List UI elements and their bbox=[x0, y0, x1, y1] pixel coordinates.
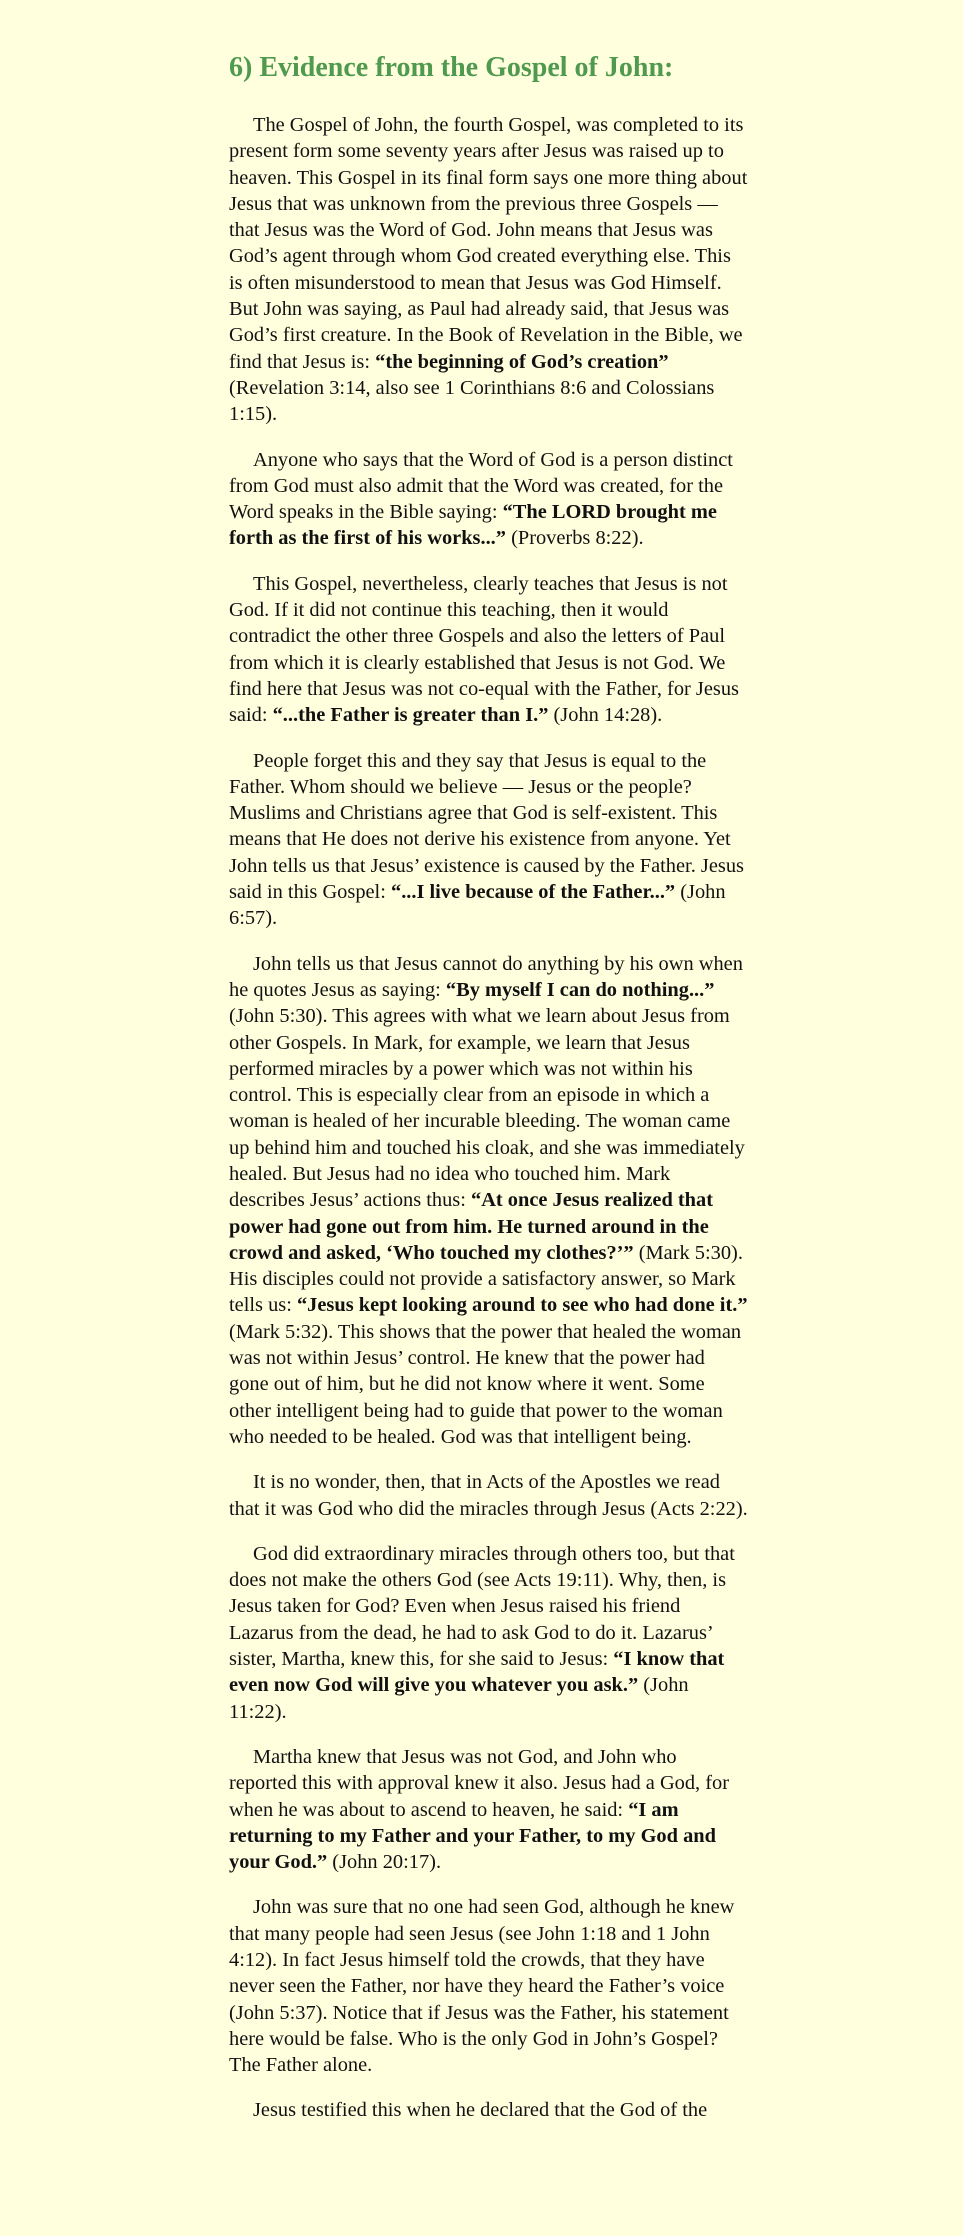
paragraph-8 bbox=[229, 1744, 749, 1875]
paragraph-9 bbox=[229, 1894, 749, 2078]
bible-quote: “By myself I can do nothing...” bbox=[445, 978, 715, 1001]
paragraph-text: (John 11:22). bbox=[229, 1674, 689, 1723]
paragraph-3 bbox=[229, 571, 749, 729]
paragraph-text: John was sure that no one had seen God, although he knew that many people had seen Jesus (see John 1:18 and 1 John 4:12). In fact Jesus himself told the crowds, that they have never seen the Father, nor have they heard the Father’s voice (John 5:37). Notice that if Jesus was the Father, his statement here would be false. Who is the only God in John’s Gospel? The Father alone. bbox=[229, 1896, 735, 2077]
paragraph-1 bbox=[229, 112, 749, 428]
bible-quote: “I know that even now God will give you whatever you ask.” bbox=[229, 1648, 725, 1697]
article-body bbox=[229, 112, 749, 2124]
bible-quote: “I am returning to my Father and your Father, to my God and your God.” bbox=[229, 1798, 716, 1874]
paragraph-7 bbox=[229, 1541, 749, 1725]
paragraph-text: (John 20:17). bbox=[327, 1851, 442, 1874]
paragraph-5 bbox=[229, 951, 749, 1451]
paragraph-text: This Gospel, nevertheless, clearly teaches that Jesus is not God. If it did not continue this teaching, then it would contradict the other three Gospels and also the letters of Paul from which it is clearly established that Jesus is not God. We find here that Jesus was not co-equal with the Father, for Jesus said: bbox=[229, 572, 739, 727]
bible-quote: “The LORD brought me forth as the first of his works...” bbox=[229, 501, 717, 550]
section-heading: 6) Evidence from the Gospel of John: bbox=[229, 52, 674, 83]
paragraph-text: (Proverbs 8:22). bbox=[505, 527, 644, 550]
bible-quote: “At once Jesus realized that power had gone out from him. He turned around in the crowd and asked, ‘Who touched my clothes?’” bbox=[229, 1189, 714, 1264]
paragraph-10 bbox=[229, 2097, 749, 2123]
paragraph-text: (Revelation 3:14, also see 1 Corinthians 8:6 and Colossians 1:15). bbox=[229, 376, 715, 426]
paragraph-text: God did extraordinary miracles through others too, but that does not make the others God (see Acts 19:11). Why, then, is Jesus taken for God? Even when Jesus raised his friend Lazarus from the dead, he had to ask God to do it. Lazarus’ sister, Martha, knew this, for she said to Jesus: bbox=[229, 1542, 735, 1671]
bible-quote: “...the Father is greater than I.” bbox=[272, 704, 549, 727]
paragraph-text: (John 6:57). bbox=[229, 881, 726, 930]
paragraph-text: (Mark 5:30). His disciples could not provide a satisfactory answer, so Mark tells us: bbox=[229, 1241, 743, 1317]
paragraph-text: Jesus testified this when he declared that the God of the bbox=[253, 2099, 708, 2122]
paragraph-text: People forget this and they say that Jesus is equal to the Father. Whom should we believe — Jesus or the people? Muslims and Christians agree that God is self-existent. This means that He does not derive his existence from anyone. Yet John tells us that Jesus’ existence is caused by the Father. Jesus said in this Gospel: bbox=[229, 749, 744, 904]
paragraph-text: John tells us that Jesus cannot do anything by his own when he quotes Jesus as saying: bbox=[229, 952, 743, 1001]
paragraph-2 bbox=[229, 447, 749, 552]
paragraph-4 bbox=[229, 748, 749, 932]
paragraph-text: Martha knew that Jesus was not God, and John who reported this with approval knew it also. Jesus had a God, for when he was about to ascend to heaven, he said: bbox=[229, 1745, 730, 1821]
paragraph-text: (John 5:30). This agrees with what we learn about Jesus from other Gospels. In Mark, for example, we learn that Jesus performed miracles by a power which was not within his control. This is especially clear from an episode in which a woman is healed of her incurable bleeding. The woman came up behind him and touched his cloak, and she was immediately healed. But Jesus had no idea who touched him. Mark describes Jesus’ actions thus: bbox=[229, 1005, 745, 1212]
article bbox=[229, 48, 749, 2143]
paragraph-text: (Mark 5:32). This shows that the power that healed the woman was not within Jesus’ control. He knew that the power had gone out of him, but he did not know where it went. Some other intelligent being had to guide that power to the woman who needed to be healed. God was that intelligent being. bbox=[229, 1320, 742, 1448]
paragraph-text: Anyone who says that the Word of God is a person distinct from God must also admit that the Word was created, for the Word speaks in the Bible saying: bbox=[229, 448, 733, 524]
bible-quote: “Jesus kept looking around to see who had done it.” bbox=[296, 1294, 748, 1317]
paragraph-6 bbox=[229, 1469, 749, 1522]
paragraph-text: (John 14:28). bbox=[548, 704, 663, 727]
paragraph-text: The Gospel of John, the fourth Gospel, was completed to its present form some seventy years after Jesus was raised up to heaven. This Gospel in its final form says one more thing about Jesus that was unknown from the previous three Gospels — that Jesus was the Word of God. John means that Jesus was God’s agent through whom God created everything else. This is often misunderstood to mean that Jesus was God Himself. But John was saying, as Paul had already said, that Jesus was God’s first creature. In the Book of Revelation in the Bible, we find that Jesus is: bbox=[229, 114, 748, 373]
paragraph-text: It is no wonder, then, that in Acts of the Apostles we read that it was God who did the miracles through Jesus (Acts 2:22). bbox=[229, 1471, 748, 1520]
bible-quote: “...I live because of the Father...” bbox=[391, 881, 676, 904]
bible-quote: “the beginning of God’s creation” bbox=[375, 350, 669, 373]
